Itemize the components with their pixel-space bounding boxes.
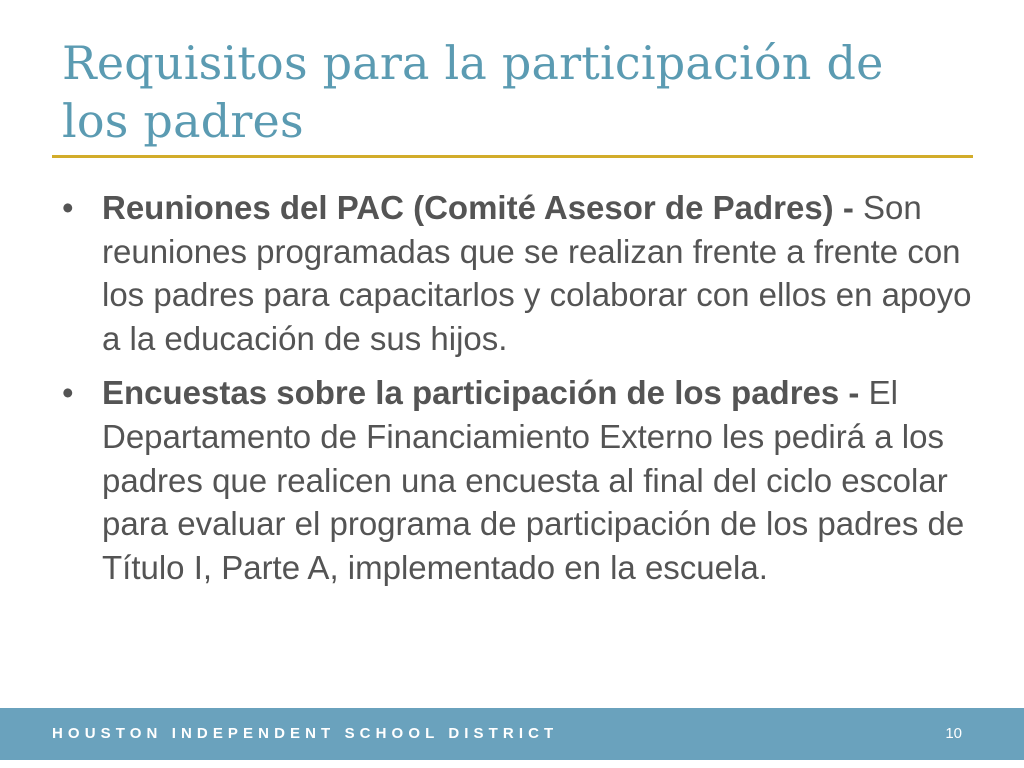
footer-organization: HOUSTON INDEPENDENT SCHOOL DISTRICT [52,725,559,742]
bullet-item [62,186,972,360]
bullet-heading: Reuniones del PAC (Comité Asesor de Padres) - [102,189,854,226]
bullet-text: El Departamento de Financiamiento Externo les pedirá a los padres que realicen una encuesta al final del ciclo escolar para evaluar el programa de participación de los padres de Título I, Parte A, implementado en la escuela. [102,374,965,586]
bullet-heading: Encuestas sobre la participación de los padres - [102,374,860,412]
bullet-marker: • [62,189,74,226]
bullet-text: Son reuniones programadas que se realizan frente a frente con los padres para capacitarlos y colaborar con ellos en apoyo a la educación de sus hijos. [102,189,972,357]
footer-bar [0,708,1024,760]
bullet-item [62,371,972,589]
title-underline [52,155,973,158]
bullet-marker: • [62,374,74,412]
bullet-list [62,186,972,600]
page-number: 10 [945,725,962,742]
slide-title: Requisitos para la participación de los padres [62,36,884,148]
